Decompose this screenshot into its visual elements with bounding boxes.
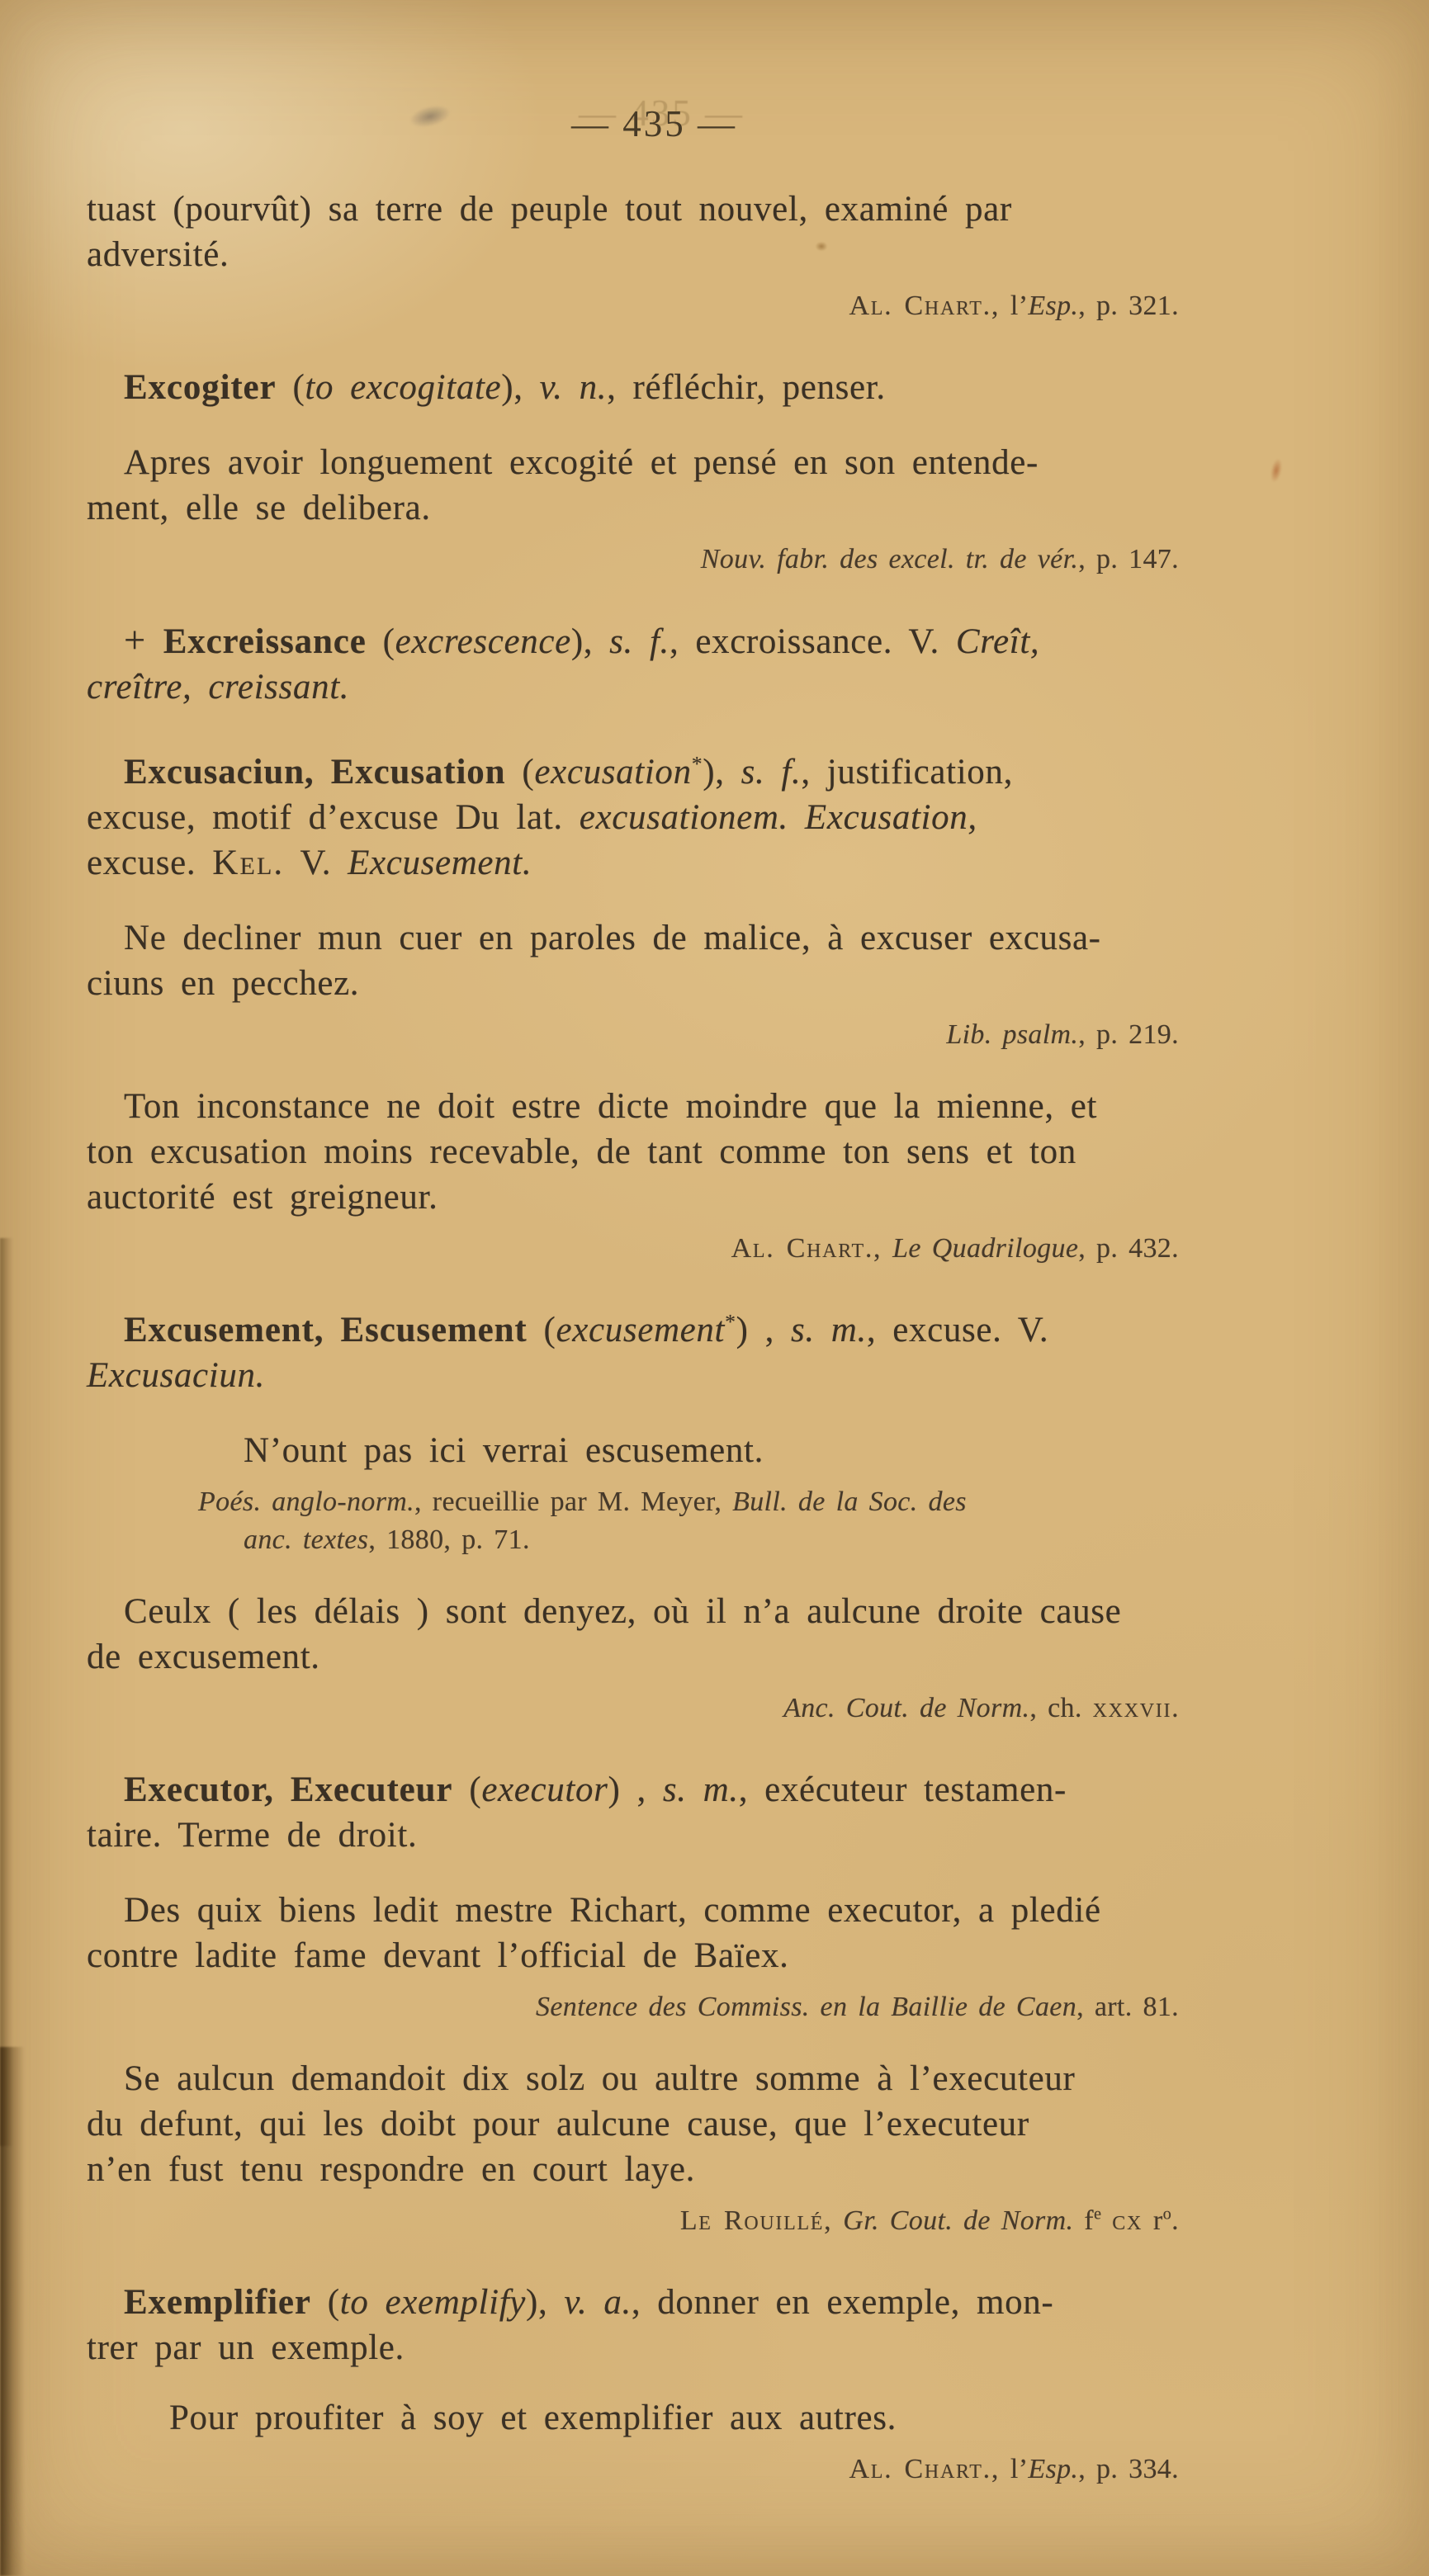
quote-nount-pas: N’ount pas ici verrai escusement. (244, 1431, 764, 1470)
citation-al-chart-quadrilogue: Al. Chart., Le Quadrilogue, p. 432. (731, 1233, 1179, 1264)
citation-lib-psalm: Lib. psalm., p. 219. (946, 1019, 1179, 1050)
citation-le-rouille: Le Rouillé, Gr. Cout. de Norm. $f^e$ cx $r^o$. (679, 2205, 1179, 2236)
quote-ceulx: Ceulx ( les délais ) sont denyez, où il n’a aulcune droite cause de excusement. (87, 1592, 1122, 1676)
page-header (87, 101, 1222, 147)
quote-pour-proufiter: Pour proufiter à soy et exemplifier aux autres. (169, 2399, 897, 2437)
binding-shadow (0, 1238, 13, 2146)
entry-excusaciun: Excusaciun, Excusation (excusation*), s. f., justification, excuse, motif d’excuse Du lat. excusationem. Excusation, excuse. Kel. V. Excusement. (87, 751, 1013, 882)
citation-sentence-commiss: Sentence des Commiss. en la Baillie de Caen, art. 81. (536, 1992, 1179, 2022)
citation-al-chart-esp-321: Al. Chart., l’Esp., p. 321. (849, 291, 1179, 321)
citation-al-chart-esp-334: Al. Chart., l’Esp., p. 334. (849, 2454, 1179, 2484)
ink-fleck-mark (1269, 458, 1284, 483)
entry-excogiter: Excogiter (to excogitate), v. n., réfléchir, penser. (124, 368, 886, 407)
page-number: — 435 — (571, 103, 737, 144)
quote-ton-inconstance: Ton inconstance ne doit estre dicte moindre que la mienne, et ton excusation moins recevable, de tant comme ton sens et ton auctorité est greigneur. (87, 1087, 1098, 1217)
quote-ne-decliner: Ne decliner mun cuer en paroles de malice, à excuser excusa- ciuns en pecchez. (87, 919, 1101, 1003)
continuation-paragraph: tuast (pourvût) sa terre de peuple tout nouvel, examiné par adversité. (87, 190, 1012, 274)
entry-excusement: Excusement, Escusement (excusement*) , s. m., excuse. V. Excusaciun. (87, 1309, 1049, 1395)
citation-nouv-fabr: Nouv. fabr. des excel. tr. de vér., p. 147. (700, 544, 1179, 574)
dictionary-text-block (87, 187, 1222, 2489)
entry-exemplifier: Exemplifier (to exemplify), v. a., donner en exemple, mon- trer par un exemple. (87, 2283, 1054, 2367)
entry-excreissance: + Excreissance (excrescence), s. f., excroissance. V. Creît, creître, creissant. (87, 620, 1040, 707)
citation-anc-cout-norm: Anc. Cout. de Norm., ch. xxxvii. (783, 1693, 1179, 1723)
citation-poes-anglo-norm: Poés. anglo-norm., recueillie par M. Meyer, Bull. de la Soc. des anc. textes, 1880, p. 71. (198, 1487, 967, 1555)
quote-apres-avoir: Apres avoir longuement excogité et pensé en son entende- ment, elle se delibera. (87, 443, 1039, 527)
entry-executor: Executor, Executeur (executor) , s. m., exécuteur testamen- taire. Terme de droit. (87, 1770, 1067, 1855)
quote-des-quix: Des quix biens ledit mestre Richart, comme executor, a pledié contre ladite fame devant l’official de Baïex. (87, 1891, 1101, 1975)
quote-se-aulcun: Se aulcun demandoit dix solz ou aultre somme à l’executeur du defunt, qui les doibt pour aulcune cause, que l’executeur n’en fust tenu respondre en court laye. (87, 2059, 1076, 2189)
binding-shadow-bottom (0, 2047, 25, 2576)
